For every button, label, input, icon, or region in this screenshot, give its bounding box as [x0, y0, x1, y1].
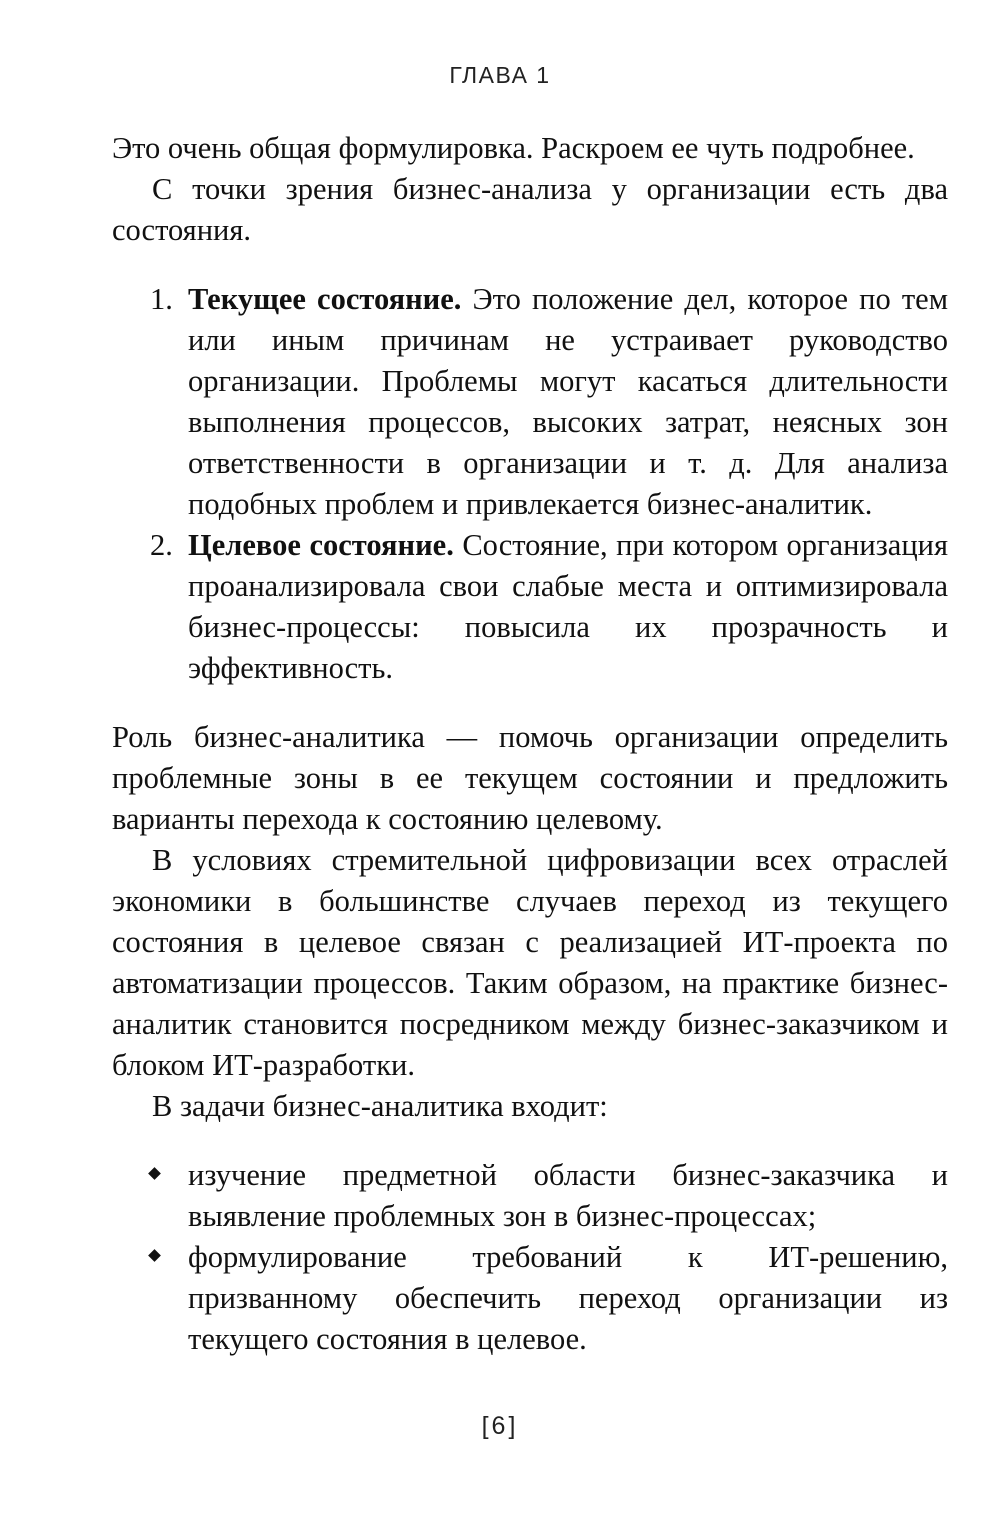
- list-item-task: [112, 1155, 948, 1237]
- states-list: [112, 279, 948, 689]
- running-head: ГЛАВА 1: [449, 62, 551, 88]
- page-body: [112, 128, 948, 1360]
- paragraph-two-states: С точки зрения бизнес-анализа у организации есть два состояния.: [112, 172, 948, 247]
- list-item-task: [112, 1237, 948, 1360]
- list-number: 2.: [150, 528, 173, 562]
- term-current-state: Текущее состояние.: [188, 282, 462, 316]
- paragraph-analyst-role: Роль бизнес-аналитика — помочь организации определить проблемные зоны в ее текущем состоянии и предложить варианты перехода к состоянию целевому.: [112, 720, 948, 836]
- page-number: [6]: [481, 1412, 519, 1440]
- definition-target-state: Состояние, при котором организация проанализировала свои слабые места и оптимизировала бизнес-процессы: повысила их прозрачность и эффективность.: [188, 528, 948, 685]
- task-text: изучение предметной области бизнес-заказчика и выявление проблемных зон в бизнес-процессах;: [188, 1158, 948, 1233]
- list-number: 1.: [150, 282, 173, 316]
- diamond-bullet-icon: [148, 1167, 161, 1180]
- definition-current-state: Это положение дел, которое по тем или иным причинам не устраивает руководство организации. Проблемы могут касаться длительности выполнения процессов, высоких затрат, неясных зон ответственности в организации и т. д. Для анализа подобных проблем и привлекается бизнес-аналитик.: [188, 282, 948, 521]
- paragraph-intro: Это очень общая формулировка. Раскроем ее чуть подробнее.: [112, 131, 915, 165]
- tasks-list: [112, 1155, 948, 1360]
- list-item-current-state: [112, 279, 948, 525]
- diamond-bullet-icon: [148, 1249, 161, 1262]
- paragraph-digitalization: В условиях стремительной цифровизации всех отраслей экономики в большинстве случаев переход из текущего состояния в целевое связан с реализацией ИТ-проекта по автоматизации процессов. Таким образом, на практике бизнес-аналитик становится посредником между бизнес-заказчиком и блоком ИТ-разработки.: [112, 843, 948, 1082]
- term-target-state: Целевое состояние.: [188, 528, 454, 562]
- task-text: формулирование требований к ИТ-решению, призванному обеспечить переход организации из текущего состояния в целевое.: [188, 1240, 948, 1356]
- paragraph-tasks-intro: В задачи бизнес-аналитика входит:: [152, 1089, 608, 1123]
- list-item-target-state: [112, 525, 948, 689]
